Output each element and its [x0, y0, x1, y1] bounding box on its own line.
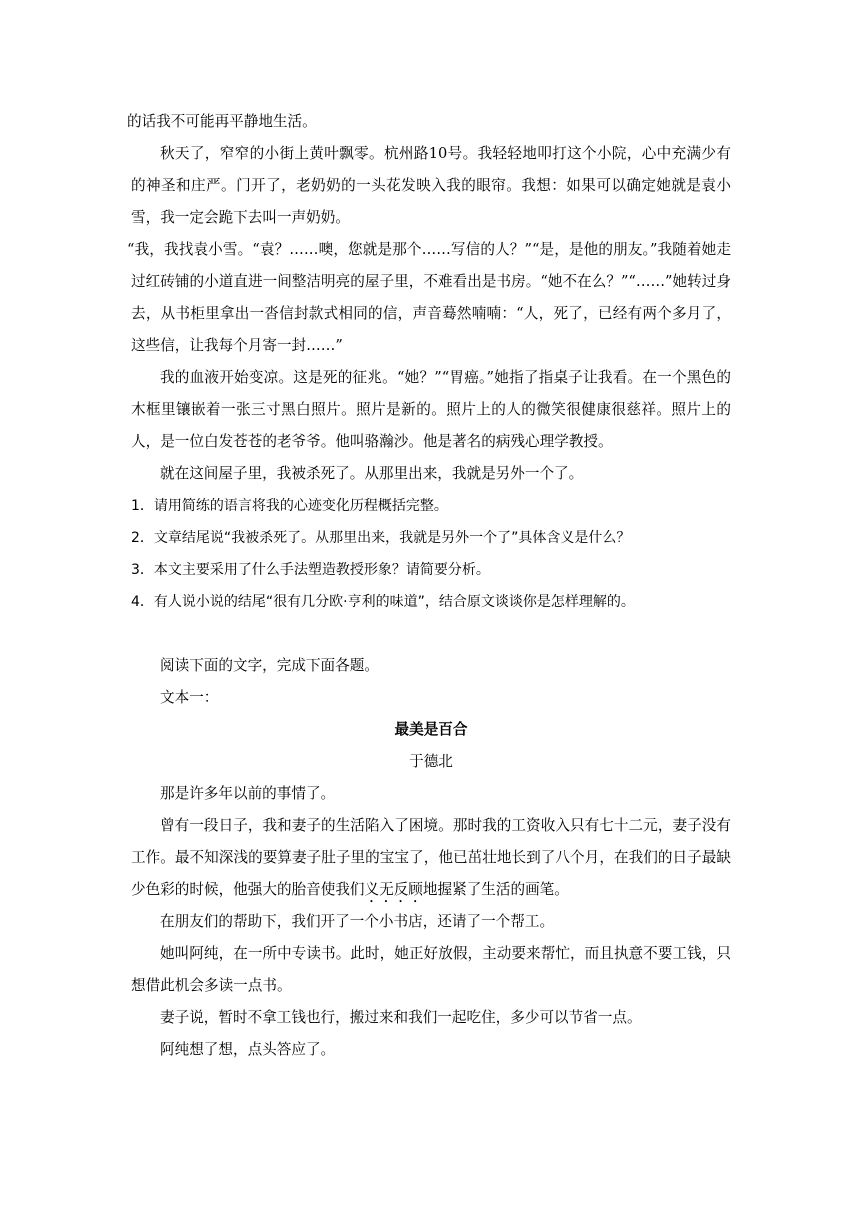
question-3: 3．本文主要采用了什么手法塑造教授形象？请简要分析。 [131, 562, 490, 578]
question-4: 4．有人说小说的结尾“很有几分欧·亨利的味道”，结合原文谈谈你是怎样理解的。 [131, 594, 635, 610]
passage1-paragraph-2: “我，我找袁小雪。“袁？……噢，您就是那个……写信的人？”“是，是他的朋友。”我随着她走过红砖铺的小道直进一间整洁明亮的屋子里，不难看出是书房。“她不在么？”“……”她转过身去，从书柜里拿出一沓信封款式相同的信，声音蓦然喃喃：“人，死了，已经有两个多月了，这些信，让我每个月寄一封……” [127, 241, 731, 354]
article-paragraph-4: 她叫阿纯，在一所中专读书。此时，她正好放假，主动要来帮忙，而且执意不要工钱，只想借此机会多读一点书。 [131, 945, 731, 994]
passage1-paragraph-4: 就在这间屋子里，我被杀死了。从那里出来，我就是另外一个了。 [160, 465, 584, 482]
passage1-paragraph-0: 的话我不可能再平静地生活。 [127, 113, 317, 130]
article-paragraph-1: 那是许多年以前的事情了。 [160, 785, 336, 802]
article-paragraph-2-text-c: 地握紧了生活的画笔。 [422, 881, 569, 898]
article-author: 于德北 [409, 753, 453, 770]
reading-instruction: 阅读下面的文字，完成下面各题。 [160, 657, 379, 674]
article-paragraph-3: 在朋友们的帮助下，我们开了一个小书店，还请了一个帮工。 [160, 913, 555, 930]
passage1-paragraph-3: 我的血液开始变凉。这是死的征兆。“她？”“胃癌。”她指了指桌子让我看。在一个黑色的木框里镶嵌着一张三寸黑白照片。照片是新的。照片上的人的微笑很健康很慈祥。照片上的人，是一位白发苍苍的老爷爷。他叫骆瀚沙。他是著名的病残心理学教授。 [131, 369, 731, 450]
article-paragraph-2-text-a: 曾有一段日子，我和妻子的生活陷入了困境。那时我的工资收入只有七十二元，妻子没有工作。最不知深浅的要算妻子肚子里的宝宝了，他已茁壮地长到了八个月，在我们的日子最缺少色彩的时候，他强大的胎音使我们 [131, 817, 731, 898]
article-paragraph-2 [131, 810, 731, 906]
emphasized-phrase: 义无反顾 [364, 881, 423, 898]
section-gap [131, 618, 731, 650]
article-title: 最美是百合 [394, 721, 468, 738]
article-paragraph-6: 阿纯想了想，点头答应了。 [160, 1041, 336, 1058]
question-1: 1．请用简练的语言将我的心迹变化历程概括完整。 [131, 498, 448, 514]
article-paragraph-5: 妻子说，暂时不拿工钱也行，搬过来和我们一起吃住，多少可以节省一点。 [160, 1009, 642, 1026]
text-label: 文本一： [160, 689, 219, 706]
question-2: 2．文章结尾说“我被杀死了。从那里出来，我就是另外一个了”具体含义是什么？ [131, 530, 631, 546]
page-content [127, 106, 731, 1066]
passage1-paragraph-1: 秋天了，窄窄的小街上黄叶飘零。杭州路10号。我轻轻地叩打这个小院，心中充满少有的神圣和庄严。门开了，老奶奶的一头花发映入我的眼帘。我想：如果可以确定她就是袁小雪，我一定会跪下去叫一声奶奶。 [131, 145, 731, 226]
